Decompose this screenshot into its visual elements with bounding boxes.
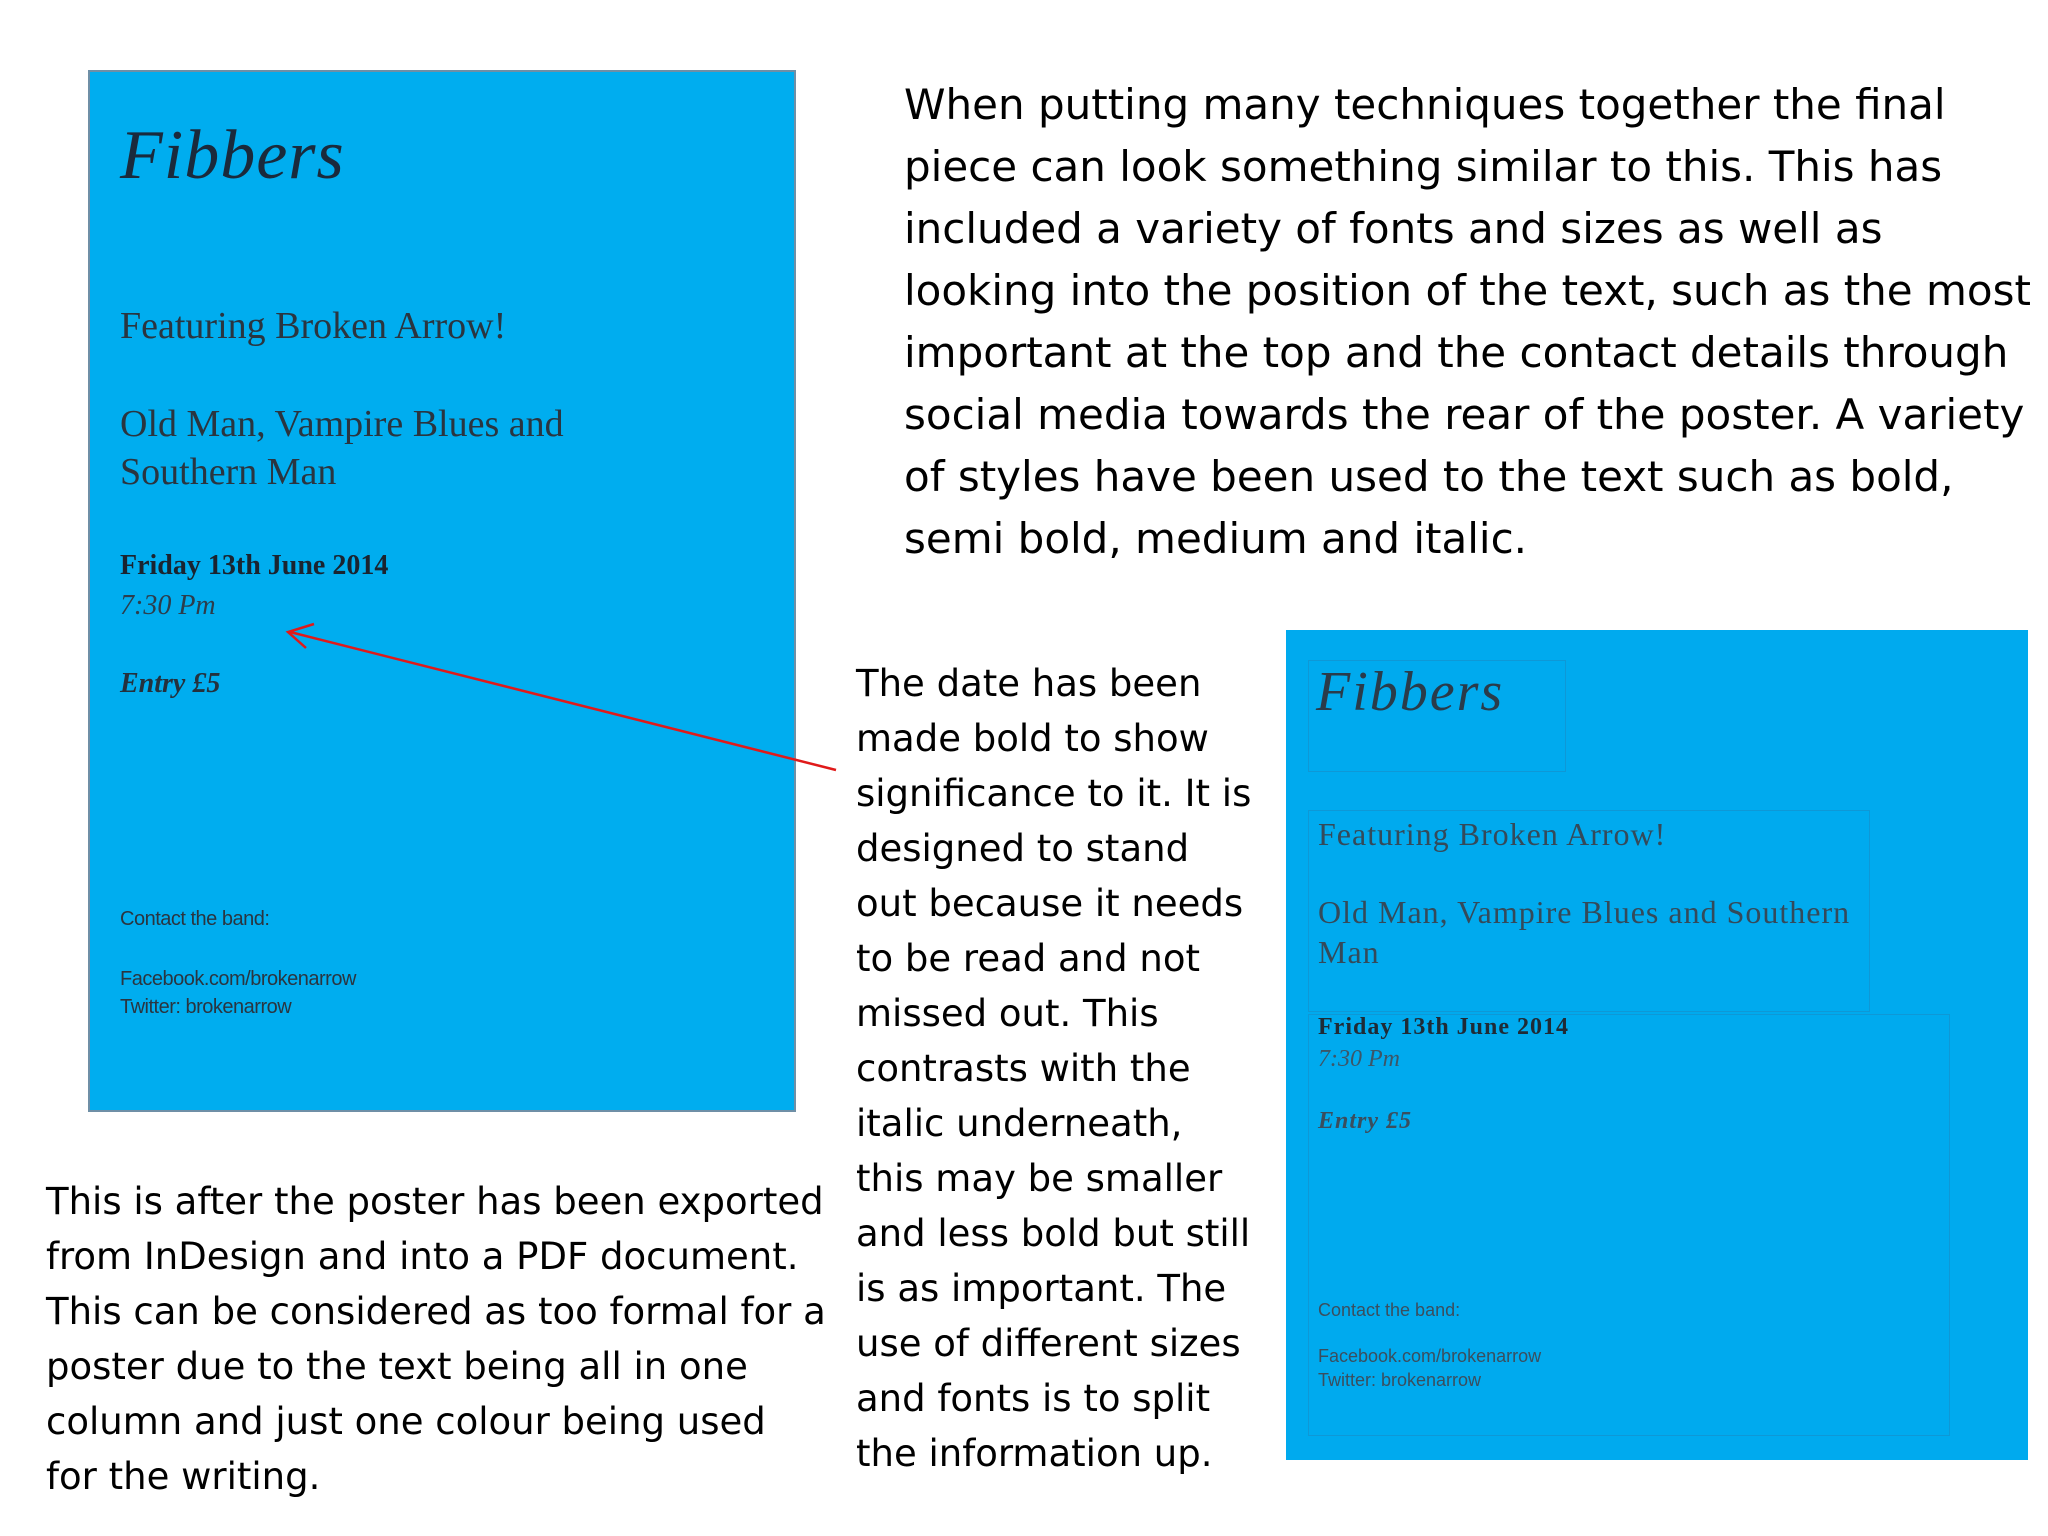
poster-title: Fibbers	[1316, 661, 1505, 723]
poster-facebook: Facebook.com/brokenarrow	[1318, 1346, 1542, 1366]
poster-date: Friday 13th June 2014	[1318, 1014, 1570, 1040]
poster-after-export	[1286, 630, 2028, 1460]
poster-time: 7:30 Pm	[1318, 1046, 1400, 1072]
poster-featuring-line: Featuring Broken Arrow!	[120, 305, 507, 347]
poster-facebook: Facebook.com/brokenarrow	[120, 968, 356, 990]
poster-twitter: Twitter: brokenarrow	[120, 996, 292, 1018]
intro-paragraph: When putting many techniques together the final piece can look something similar to this. This has included a variety of fonts and sizes as well as looking into the position of the text, such as the most important at the top and the contact details through social media towards the rear of the poster. A variety of styles have been used to the text such as bold, semi bold, medium and italic.	[904, 80, 2031, 563]
poster-contact-label: Contact the band:	[1318, 1300, 1461, 1320]
poster-date: Friday 13th June 2014	[120, 550, 389, 581]
poster-before-export	[88, 70, 796, 1112]
poster-twitter: Twitter: brokenarrow	[1318, 1370, 1482, 1390]
poster-entry-price: Entry £5	[1318, 1108, 1413, 1134]
export-note-paragraph: This is after the poster has been exported from InDesign and into a PDF document. This can be considered as too formal for a poster due to the text being all in one column and just one colour being used for the writing.	[46, 1180, 826, 1498]
poster-songs-line: Old Man, Vampire Blues and Southern Man	[120, 403, 564, 493]
poster-songs-line: Old Man, Vampire Blues and Southern Man	[1318, 894, 1851, 970]
date-annotation-paragraph: The date has been made bold to show significance to it. It is designed to stand out because it needs to be read and not missed out. This contrasts with the italic underneath, this may be smaller and less bold but still is as important. The use of different sizes and fonts is to split the information up.	[856, 662, 1252, 1475]
poster-entry-price: Entry £5	[120, 668, 221, 699]
poster-contact-label: Contact the band:	[120, 908, 270, 930]
poster-featuring-line: Featuring Broken Arrow!	[1318, 816, 1667, 852]
poster-title: Fibbers	[120, 117, 345, 194]
poster-time: 7:30 Pm	[120, 590, 216, 621]
